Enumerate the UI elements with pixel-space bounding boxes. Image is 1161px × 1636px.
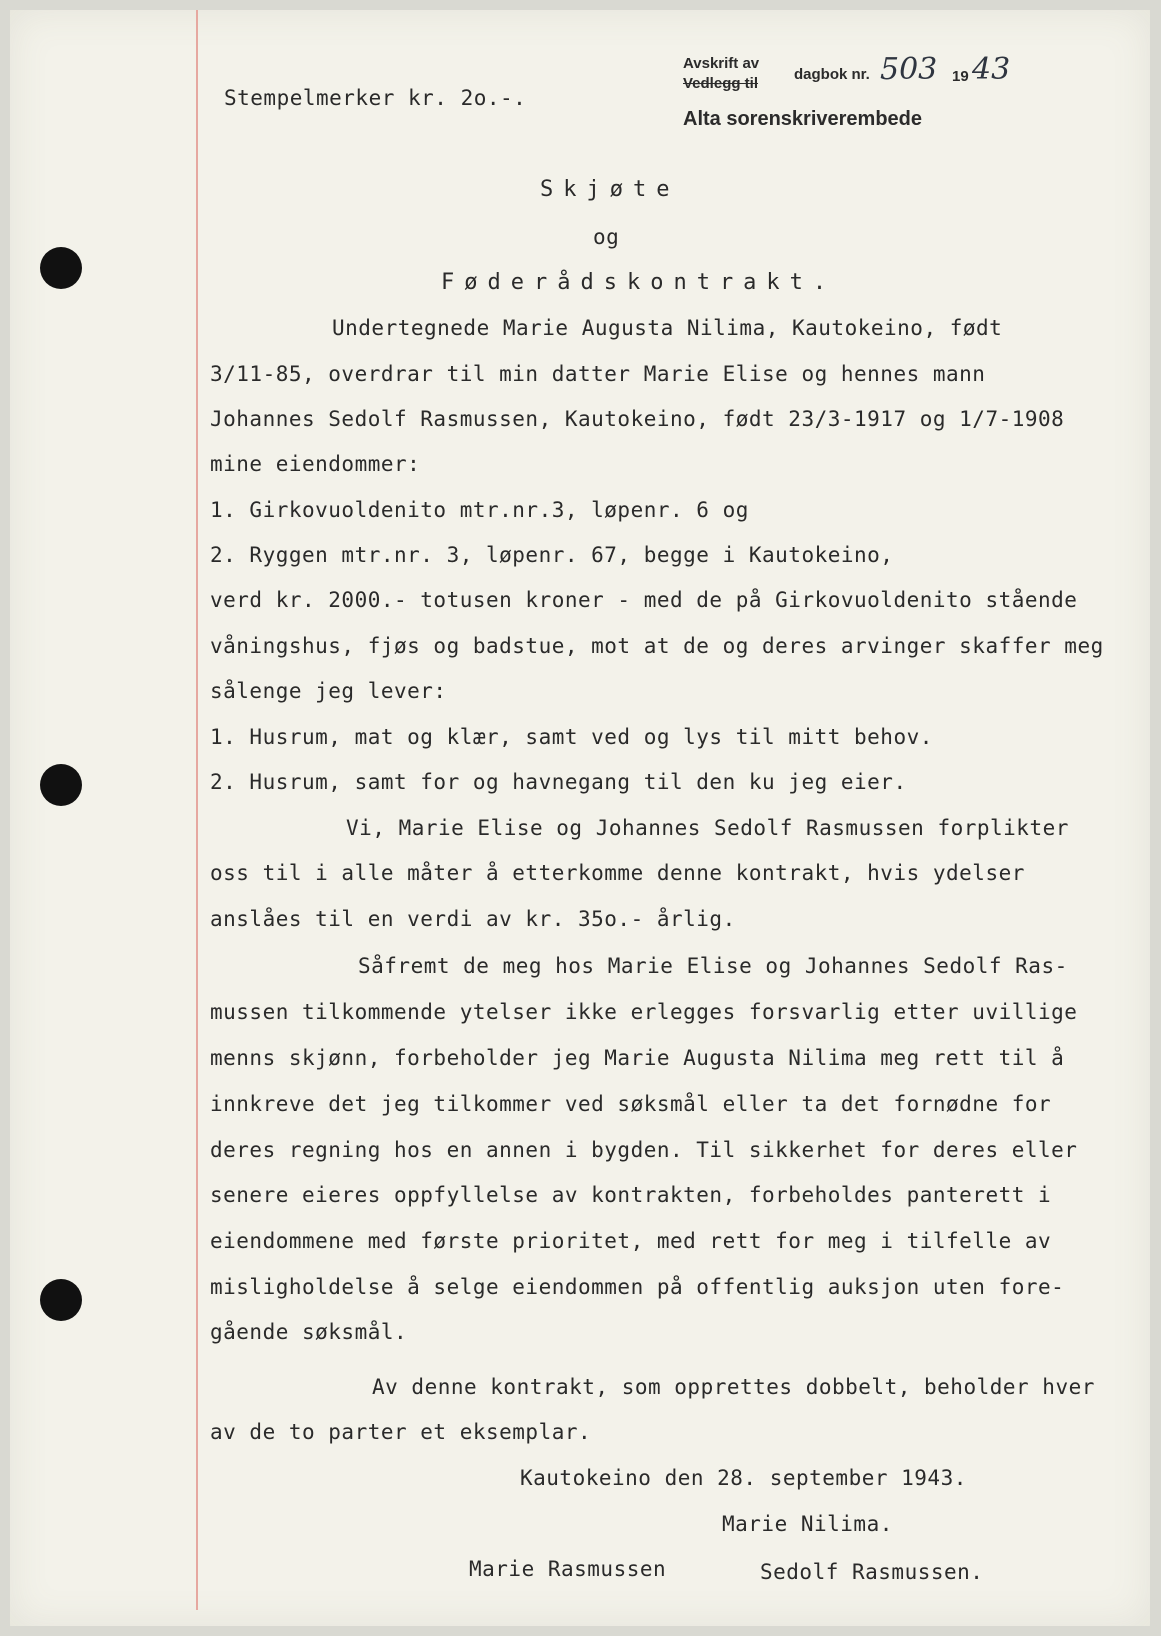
- dagbok-year: 43: [972, 52, 1011, 87]
- margin-rule: [196, 10, 198, 1610]
- body-line: eiendommene med første prioritet, med rett for meg i tilfelle av: [210, 1229, 1052, 1253]
- body-line: 2. Ryggen mtr.nr. 3, løpenr. 67, begge i Kautokeino,: [210, 543, 894, 567]
- body-line: verd kr. 2000.- totusen kroner - med de på Girkovuoldenito stående: [210, 588, 1078, 612]
- body-line: våningshus, fjøs og badstue, mot at de og deres arvinger skaffer meg: [210, 634, 1104, 658]
- stamp-year-prefix: 19: [952, 68, 969, 85]
- stamp-vedlegg: Vedlegg til: [683, 75, 759, 92]
- punch-hole-bottom: [40, 1279, 82, 1321]
- body-line: 1. Husrum, mat og klær, samt ved og lys til mitt behov.: [210, 725, 933, 749]
- body-line: senere eieres oppfyllelse av kontrakten, forbeholdes panterett i: [210, 1183, 1052, 1207]
- signature-sedolf-rasmussen: Sedolf Rasmussen.: [760, 1560, 984, 1584]
- body-line: anslåes til en verdi av kr. 35o.- årlig.: [210, 907, 736, 931]
- body-line: deres regning hos en annen i bygden. Til sikkerhet for deres eller: [210, 1138, 1078, 1162]
- body-line: gående søksmål.: [210, 1320, 408, 1344]
- body-line: 2. Husrum, samt for og havnegang til den ku jeg eier.: [210, 770, 907, 794]
- place-date: Kautokeino den 28. september 1943.: [520, 1466, 967, 1490]
- punch-hole-middle: [40, 764, 82, 806]
- body-line: Vi, Marie Elise og Johannes Sedolf Rasmussen forplikter: [346, 816, 1069, 840]
- body-line: sålenge jeg lever:: [210, 679, 447, 703]
- body-line: Av denne kontrakt, som opprettes dobbelt, beholder hver: [372, 1375, 1095, 1399]
- body-line: oss til i alle måter å etterkomme denne kontrakt, hvis ydelser: [210, 861, 1025, 885]
- dagbok-number: 503: [880, 52, 938, 87]
- body-line: Undertegnede Marie Augusta Nilima, Kautokeino, født: [332, 316, 1003, 340]
- body-line: Såfremt de meg hos Marie Elise og Johannes Sedolf Ras-: [358, 954, 1068, 978]
- signature-marie-nilima: Marie Nilima.: [722, 1512, 893, 1536]
- punch-hole-top: [40, 247, 82, 289]
- title-skjote: Skjøte: [540, 177, 680, 202]
- stamp-avskrift: Avskrift av: [683, 55, 760, 72]
- body-line: 1. Girkovuoldenito mtr.nr.3, løpenr. 6 og: [210, 498, 749, 522]
- stamp-dagbok: dagbok nr.: [794, 66, 870, 83]
- body-line: mussen tilkommende ytelser ikke erlegges forsvarlig etter uvillige: [210, 1000, 1078, 1024]
- signature-marie-rasmussen: Marie Rasmussen: [469, 1557, 667, 1581]
- body-line: mine eiendommer:: [210, 452, 421, 476]
- body-line: menns skjønn, forbeholder jeg Marie Augusta Nilima meg rett til å: [210, 1046, 1065, 1070]
- office-stamp: Alta sorenskriverembede: [683, 108, 923, 130]
- body-line: innkreve det jeg tilkommer ved søksmål eller ta det fornødne for: [210, 1092, 1052, 1116]
- body-line: 3/11-85, overdrar til min datter Marie Elise og hennes mann: [210, 362, 986, 386]
- title-og: og: [593, 225, 620, 249]
- body-line: misligholdelse å selge eiendommen på offentlig auksjon uten fore-: [210, 1275, 1065, 1299]
- fee-note: Stempelmerker kr. 2o.-.: [224, 86, 527, 110]
- body-line: av de to parter et eksemplar.: [210, 1420, 592, 1444]
- title-foderadskontrakt: Føderådskontrakt.: [441, 270, 837, 295]
- body-line: Johannes Sedolf Rasmussen, Kautokeino, født 23/3-1917 og 1/7-1908: [210, 407, 1065, 431]
